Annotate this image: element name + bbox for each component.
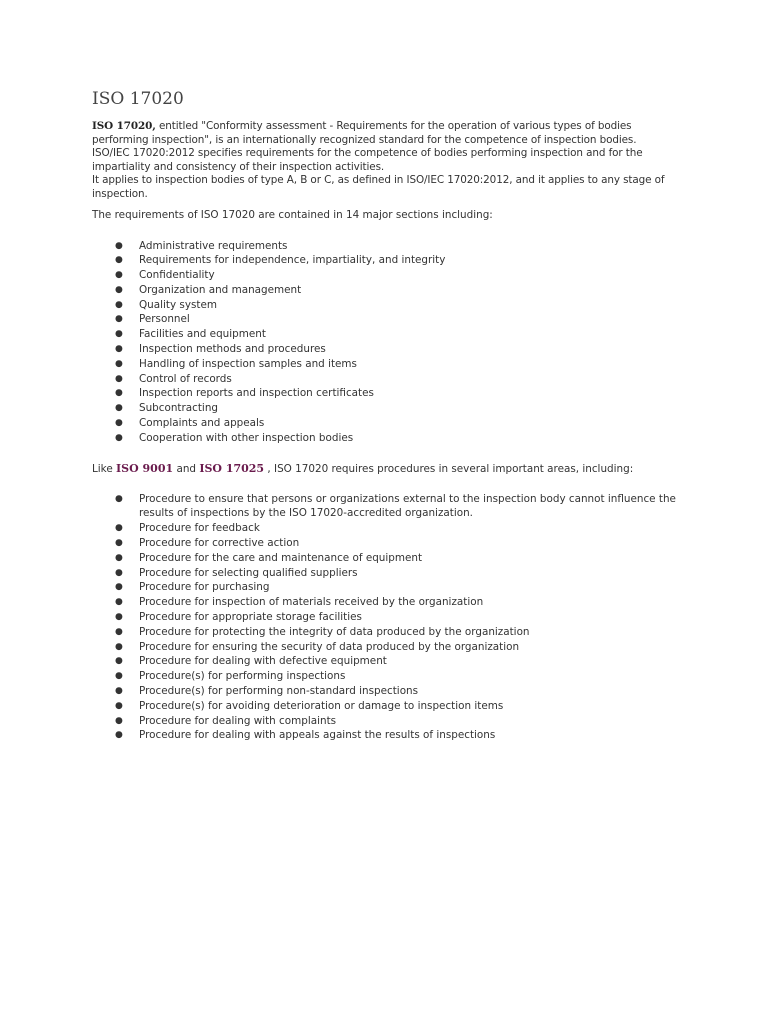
list-item (92, 283, 682, 298)
list-item-text: Complaints and appeals (139, 417, 265, 430)
procedure-first-line-1: Procedure to ensure that persons or organizations external to the inspection body cannot influence the (139, 492, 676, 505)
list-item (92, 416, 682, 431)
list-item (92, 566, 682, 581)
list-item-text: Procedure for purchasing (139, 581, 270, 594)
like-prefix: Like (92, 462, 117, 475)
list-item (92, 312, 682, 327)
intro-line-3: ISO/IEC 17020:2012 specifies requirements for the competence of bodies performing inspection and for the (92, 147, 643, 159)
bullet-icon: ● (115, 715, 123, 726)
list-item-text: Procedure for dealing with appeals against the results of inspections (139, 729, 496, 742)
list-item (92, 521, 682, 536)
like-middle: and (173, 462, 200, 475)
sections-list (92, 239, 682, 446)
list-item-text: Confidentiality (139, 269, 215, 282)
list-item (92, 669, 682, 684)
bullet-icon: ● (115, 329, 123, 340)
list-item-text: Procedure for appropriate storage facilities (139, 611, 362, 624)
sections-lead: The requirements of ISO 17020 are contained in 14 major sections including: (92, 209, 493, 221)
list-item (92, 342, 682, 357)
like-paragraph (92, 462, 682, 476)
bullet-icon: ● (115, 552, 123, 563)
list-item-text: Procedure for selecting qualified suppliers (139, 566, 358, 579)
document-page (92, 88, 682, 743)
list-item (92, 431, 682, 446)
intro-line-1 (92, 120, 682, 134)
list-item-text: Organization and management (139, 283, 302, 296)
list-item (92, 372, 682, 387)
list-item-text: Procedure(s) for performing non-standard inspections (139, 685, 419, 698)
bullet-icon: ● (115, 373, 123, 384)
intro-line-1-text: entitled "Conformity assessment - Requirements for the operation of various types of bodies (155, 120, 632, 132)
bullet-icon: ● (115, 626, 123, 637)
bullet-icon: ● (115, 358, 123, 369)
intro-line-6: inspection. (92, 187, 148, 200)
list-item-text: Procedure(s) for performing inspections (139, 670, 346, 683)
list-item-text: Subcontracting (139, 402, 219, 415)
bullet-icon: ● (115, 686, 123, 697)
procedure-first-line-2: results of inspections by the ISO 17020-accredited organization. (139, 507, 473, 520)
bullet-icon: ● (115, 403, 123, 414)
list-item-text: Administrative requirements (139, 239, 288, 252)
list-item (92, 298, 682, 313)
list-item (92, 268, 682, 283)
bullet-icon: ● (115, 538, 123, 549)
list-item-text: Procedure for feedback (139, 522, 260, 535)
bullet-icon: ● (115, 641, 123, 652)
list-item-text: Inspection methods and procedures (139, 343, 326, 356)
list-item (92, 595, 682, 610)
list-item (92, 357, 682, 372)
bullet-icon: ● (115, 582, 123, 593)
list-item (92, 654, 682, 669)
bullet-icon: ● (115, 700, 123, 711)
list-item-text: Procedure for the care and maintenance of equipment (139, 551, 423, 564)
bullet-icon: ● (115, 344, 123, 355)
list-item-text: Quality system (139, 298, 217, 311)
intro-line-2: performing inspection", is an internationally recognized standard for the competence of inspection bodies. (92, 133, 637, 146)
list-item-text: Control of records (139, 372, 232, 385)
list-item (92, 640, 682, 655)
intro-line-4: impartiality and consistency of their inspection activities. (92, 160, 385, 173)
list-item (92, 253, 682, 268)
bullet-icon: ● (115, 432, 123, 443)
bullet-icon: ● (115, 255, 123, 266)
list-item-text: Procedure for ensuring the security of data produced by the organization (139, 640, 520, 653)
bullet-icon: ● (115, 671, 123, 682)
iso-9001-link[interactable]: ISO 9001 (116, 461, 174, 475)
list-item (92, 610, 682, 625)
list-item-text: Procedure for corrective action (139, 537, 300, 550)
list-item (92, 728, 682, 743)
intro-line-5: It applies to inspection bodies of type A, B or C, as defined in ISO/IEC 17020:2012, and it applies to any stage of (92, 174, 665, 186)
bullet-icon: ● (115, 240, 123, 251)
intro-bold-term: ISO 17020, (92, 120, 156, 132)
list-item (92, 580, 682, 595)
list-item (92, 714, 682, 729)
list-item (92, 625, 682, 640)
page-title: ISO 17020 (92, 89, 184, 109)
bullet-icon: ● (115, 523, 123, 534)
bullet-icon: ● (115, 612, 123, 623)
bullet-icon: ● (115, 730, 123, 741)
bullet-icon: ● (115, 284, 123, 295)
bullet-icon: ● (115, 418, 123, 429)
list-item-text: Procedure for inspection of materials received by the organization (139, 596, 484, 609)
like-suffix: , ISO 17020 requires procedures in several important areas, including: (264, 462, 634, 475)
procedures-list (92, 492, 682, 744)
list-item (92, 492, 682, 522)
bullet-icon: ● (115, 299, 123, 310)
list-item (92, 699, 682, 714)
bullet-icon: ● (115, 567, 123, 578)
bullet-icon: ● (115, 493, 123, 504)
list-item-text: Inspection reports and inspection certificates (139, 387, 374, 400)
iso-17025-link[interactable]: ISO 17025 (199, 461, 265, 475)
list-item-text: Procedure for protecting the integrity of data produced by the organization (139, 625, 530, 638)
list-item (92, 239, 682, 254)
list-item-text: Procedure for dealing with defective equipment (139, 655, 387, 668)
bullet-icon: ● (115, 314, 123, 325)
list-item-text: Facilities and equipment (139, 328, 266, 341)
list-item (92, 401, 682, 416)
list-item (92, 327, 682, 342)
intro-paragraph (92, 120, 682, 201)
list-item-text: Cooperation with other inspection bodies (139, 431, 354, 444)
list-item-text: Handling of inspection samples and items (139, 357, 357, 370)
list-item-text: Personnel (139, 313, 190, 326)
bullet-icon: ● (115, 388, 123, 399)
list-item (92, 684, 682, 699)
list-item-text: Procedure for dealing with complaints (139, 714, 337, 727)
bullet-icon: ● (115, 270, 123, 281)
list-item-text: Requirements for independence, impartiality, and integrity (139, 254, 446, 267)
list-item (92, 551, 682, 566)
bullet-icon: ● (115, 656, 123, 667)
bullet-icon: ● (115, 597, 123, 608)
list-item (92, 386, 682, 401)
list-item (92, 536, 682, 551)
list-item-text: Procedure(s) for avoiding deterioration or damage to inspection items (139, 699, 504, 712)
